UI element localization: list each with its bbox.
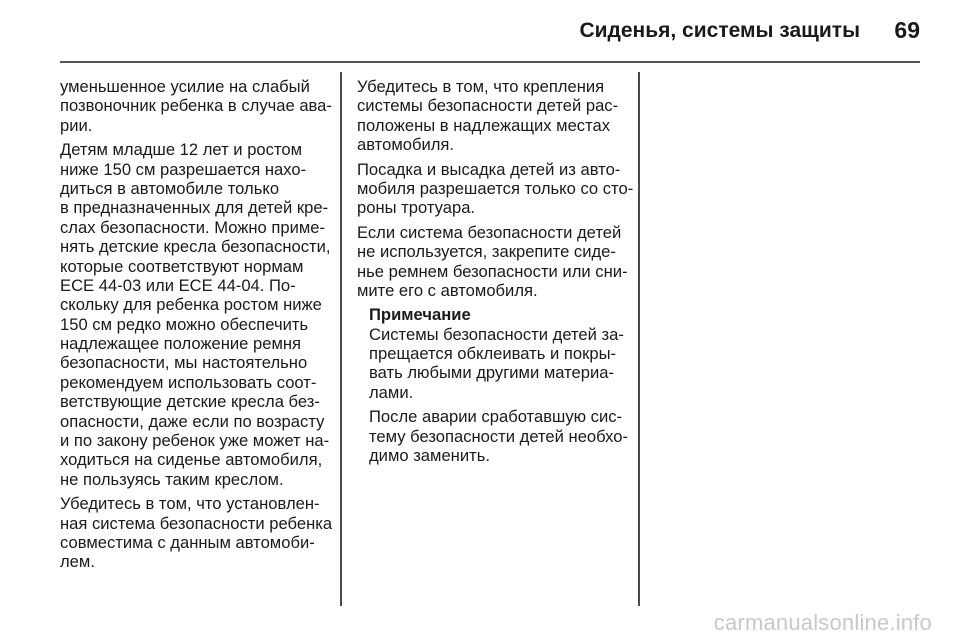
- text-line: Системы безопасности детей за-: [369, 324, 624, 344]
- note-paragraph: [369, 325, 629, 403]
- watermark-text: carmanualsonline.info: [713, 610, 932, 635]
- note-paragraph: [369, 407, 629, 465]
- text-line: слах безопасности. Можно приме-: [60, 217, 326, 237]
- text-line: роны тротуара.: [357, 198, 476, 218]
- text-line: диться в автомобиле только: [60, 178, 280, 198]
- text-line: надлежащее положение ремня: [60, 334, 302, 354]
- text-line: ветствующие детские кресла без-: [60, 392, 320, 412]
- note-heading: Примечание: [369, 305, 471, 325]
- paragraph: [357, 159, 634, 218]
- page-header: [0, 0, 960, 64]
- middle-column: [357, 77, 634, 470]
- text-line: совместима с данным автомоби-: [60, 532, 315, 552]
- column-divider-left: [340, 72, 342, 606]
- text-line: димо заменить.: [369, 446, 490, 466]
- text-line: нье ремнем безопасности или сни-: [357, 261, 628, 281]
- text-line: и по закону ребенок уже может на-: [60, 431, 330, 451]
- text-line: Если система безопасности детей: [357, 222, 622, 242]
- section-title: Сиденья, системы защиты: [579, 19, 860, 42]
- text-line: Посадка и высадка детей из авто-: [357, 159, 621, 179]
- text-line: прещается обклеивать и покры-: [369, 344, 617, 364]
- text-line: рии.: [60, 115, 93, 135]
- text-line: не используется, закрепите сиде-: [357, 242, 616, 262]
- text-line: лем.: [60, 552, 95, 572]
- text-line: которые соответствуют нормам: [60, 256, 304, 276]
- text-line: Детям младше 12 лет и ростом: [60, 140, 302, 160]
- text-line: После аварии сработавшую сис-: [369, 407, 623, 427]
- header-rule: [60, 61, 920, 63]
- text-line: ниже 150 см разрешается нахо-: [60, 159, 307, 179]
- text-line: рекомендуем использовать соот-: [60, 372, 317, 392]
- paragraph: [60, 140, 332, 489]
- text-line: вать любыми другими материа-: [369, 363, 614, 383]
- text-line: ная система безопасности ребенка: [60, 513, 333, 533]
- text-line: Убедитесь в том, что крепления: [357, 77, 605, 96]
- note-block: [369, 305, 629, 465]
- paragraph: [60, 494, 332, 572]
- text-line: автомобиля.: [357, 135, 455, 155]
- text-line: опасности, даже если по возрасту: [60, 411, 325, 431]
- text-line: тему безопасности детей необхо-: [369, 426, 628, 446]
- paragraph: [357, 223, 629, 301]
- text-line: Убедитесь в том, что установлен-: [60, 494, 320, 514]
- text-line: 150 см редко можно обеспечить: [60, 314, 309, 334]
- column-divider-right: [638, 72, 640, 606]
- text-line: нять детские кресла безопасности,: [60, 237, 331, 257]
- text-line: ECE 44-03 или ECE 44-04. По-: [60, 275, 296, 295]
- text-line: не пользуясь таким креслом.: [60, 469, 284, 489]
- text-line: ходиться на сиденье автомобиля,: [60, 450, 323, 470]
- text-line: положены в надлежащих местах: [357, 115, 611, 135]
- text-line: лами.: [369, 382, 414, 402]
- paragraph: [357, 77, 629, 155]
- page-number: 69: [894, 17, 920, 43]
- text-line: системы безопасности детей рас-: [357, 96, 619, 116]
- text-line: уменьшенное усилие на слабый: [60, 77, 310, 96]
- text-line: позвоночник ребенка в случае ава-: [60, 96, 332, 116]
- left-column: [60, 77, 332, 577]
- text-line: мобиля разрешается только со сто-: [357, 178, 634, 198]
- text-line: скольку для ребенка ростом ниже: [60, 295, 322, 315]
- paragraph: [60, 77, 332, 135]
- text-line: безопасности, мы настоятельно: [60, 353, 308, 373]
- text-line: мите его с автомобиля.: [357, 280, 538, 300]
- text-line: в предназначенных для детей кре-: [60, 198, 329, 218]
